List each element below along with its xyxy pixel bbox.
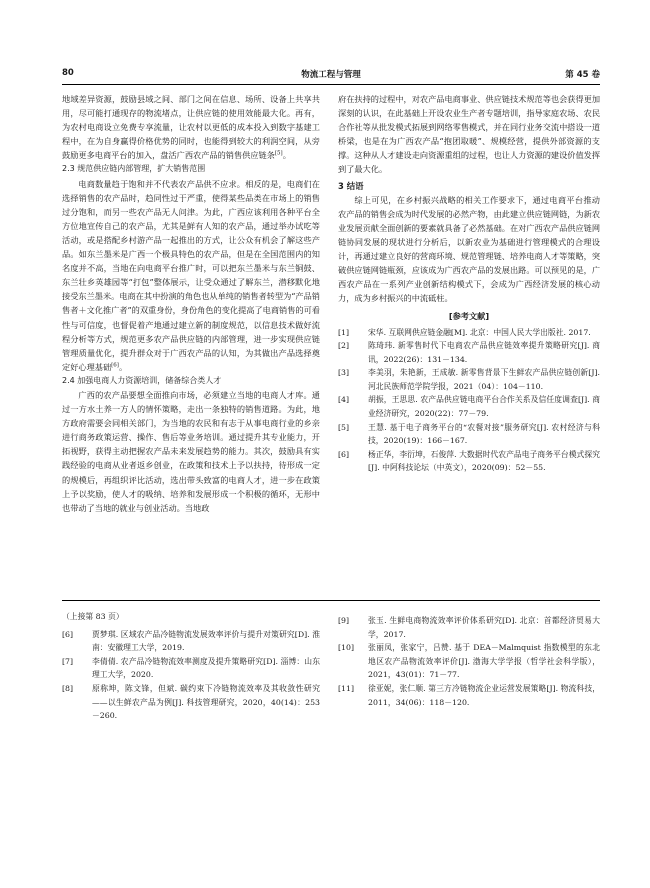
paragraph: 广西的农产品要想全面推向市场，必须建立当地的电商人才库。通过一方水土养一方人的情怀策略，走出一条独特的销售道路。为此，地方政府需要会同相关部门，为当地的农民和有志于从事电商行业的乡亲进行商务政策运营、操作、售后等业务培训。通过提升其专业能力，开拓视野，获得主动把握农产品未来发展趋势的能力。其次，鼓励具有实践经验的电商从业者返乡创业，在政策和技术上予以扶持，待形成一定的规模后，再组织评比活动，选出带头致富的电商人才，进一步在政策上予以奖励，使人才的吸纳、培养和发展形成一个积极的循环，无形中也带动了当地的就业与创业活动。当地政 [62,389,320,513]
references-title: [参考文献] [448,311,490,322]
paragraph: 府在扶持的过程中，对农产品电商事业、供应链技术规范等也会获得更加深刻的认识，在此基础上开设农业生产者专题培训，指导家庭农场、农民合作社等从批发模式拓展到网络零售模式，并在同行业务交流中搭设一道桥梁，也是在为广西农产品“抱团取暖”、规模经营，提供外部资源的支撑。这种从人才建设走向资源重组的过程，也让人力资源的建设价值发挥到了最大化。 [338,94,601,175]
reference-item: [9] 张玉. 生鲜电商物流效率评价体系研究[D]. 北京：首都经济贸易大学，2017. [338,616,600,639]
left-column [62,92,320,515]
section-divider [62,600,600,601]
continued-note: （上接第 83 页） [62,612,124,621]
page-number: 80 [62,68,74,78]
reference-item: [7] 李倩倩. 农产品冷链物流效率测度及提升策略研究[D]. 淄博：山东理工大学，2020. [62,656,320,680]
reference-item: [11] 徐亚妮，张仁顺. 第三方冷链物流企业运营发展策略[J]. 物流科技，2011，34(06)：118－120. [338,683,600,707]
reference-item: [6] 杨正华，李衍坤，石俊萍. 大数据时代农产品电子商务平台模式探究[J]. 中阿科技论坛（中英文），2020(09)：52－55. [338,449,600,473]
reference-list [62,628,320,723]
reference-item: [5] 王慧. 基于电子商务平台的“农餐对接”服务研究[J]. 农村经济与科技，2020(19)：166－167. [338,422,600,446]
paragraph: 综上可见，在乡村振兴战略的相关工作要求下，通过电商平台推动农产品的销售会成为时代发展的必然产物，由此建立供应链网链，为新农业发展贡献全面创新的要素就具备了必然基础。在对广西农产品供应链网链协同发展的现状进行分析后，以新农业为基础进行管理模式的合理设计，再通过建立良好的营商环境、规范管理链、培养电商人才等策略，突破供应链网链瓶颈，应该成为广西农产品的发展出路。可以预见的是，广西农产品在一系列产业创新结构模式下，会成为广西经济发展的核心动力，成为乡村振兴的中流砥柱。 [338,194,601,304]
journal-title: 物流工程与管理 [301,70,361,80]
citation: [6] [111,362,119,369]
header-rule [62,84,600,85]
citation: [5] [274,150,283,157]
continued-references-left [62,610,320,723]
reference-item: [8] 原称坤，陈文锋，但斌. 碳约束下冷链物流效率及其收敛性研究——以生鲜农产品为例[J]. 科技管理研究，2020，40(14)：253－260. [62,683,320,721]
reference-item: [3] 李美羽，朱艳新，王成敏. 新零售背景下生鲜农产品供应链创新[J]. 河北民族师范学院学报，2021（04）：104－110. [338,368,600,391]
reference-item: [6] 贾梦琪. 区域农产品冷链物流发展效率评价与提升对策研究[D]. 淮南：安徽理工大学，2019. [62,629,320,653]
page-header [62,68,600,82]
section-heading-2-4: 2.4 加强电商人力资源培训，储备综合类人才 [62,375,222,385]
reference-item: [2] 陈琦玮. 新零售时代下电商农产品供应链效率提升策略研究[J]. 商讯，2022(26)：131－134. [338,341,600,364]
reference-item: [4] 胡振，王思思. 农产品供应链电商平台合作关系及信任度调查[J]. 商业经济研究，2020(22)：77－79. [338,395,600,419]
section-heading-3: 3 结语 [338,180,364,191]
volume-label: 第 45 卷 [565,70,600,80]
paragraph: 电商数量趋于饱和并不代表农产品供不应求。相反的是，电商们在选择销售的农产品时，趋同性过于严重，使得某些品类在市场上的销售过分饱和，而另一些农产品无人问津。为此，广西应该利用各种平台全方位地宣传自己的农产品，尤其是鲜有人知的农产品，通过举办试吃等活动，或是搭配乡村游产品一起推出的方式，让公众有机会了解这些产品。如东兰墨米是广西一个极具特色的农产品，但是在全国范围内的知名度并不高，当地在向电商平台推广时，可以把东兰墨米与东兰铜鼓、东兰壮乡英雄园等“打包”整体展示，让受众通过了解东兰，潜移默化地接受东兰墨米。电商在其中扮演的角色也从单纯的销售者转型为“产品销售者＋文化推广者”的双重身份，身份角色的变化提高了电商销售的可看性与可信度，也督促着产地通过建立新的制度规范，以信息技术做好流程分析等方式，规范更多农产品供应链的内部管理，进一步实现供应链管理质量优化，提升群众对于广西农产品的认知，为其做出产品选择奠定好心理基础[6]。 [62,178,320,372]
paragraph: 地域差异资源，鼓励县域之间、部门之间在信息、场所、设备上共享共用，尽可能打通现存的物流堵点，让供应链的使用效能最大化。再有，为农村电商设立免费专享流量，让农村以更低的成本投入到数字基建工程中，在为自身赢得价格优势的同时，也能得到较大的利润空间，从旁鼓励更多电商平台的加入，盘活广西农产品的销售供应链条[5]。 [62,94,320,161]
reference-item: [1] 宋华. 互联网供应链金融[M]. 北京：中国人民大学出版社. 2017. [338,327,591,337]
reference-list [338,614,600,709]
reference-list [338,326,600,476]
reference-item: [10] 张丽凤，张家宁，吕赞. 基于 DEA－Malmquist 指数模型的东北地区农产品物流效率评价[J]. 渤海大学学报（哲学社会科学版），2021，43(01)：71－77. [338,643,600,680]
right-column [338,92,600,475]
continued-references-right [338,614,600,709]
section-heading-2-3: 2.3 规范供应链内部管理，扩大销售范围 [62,164,206,174]
